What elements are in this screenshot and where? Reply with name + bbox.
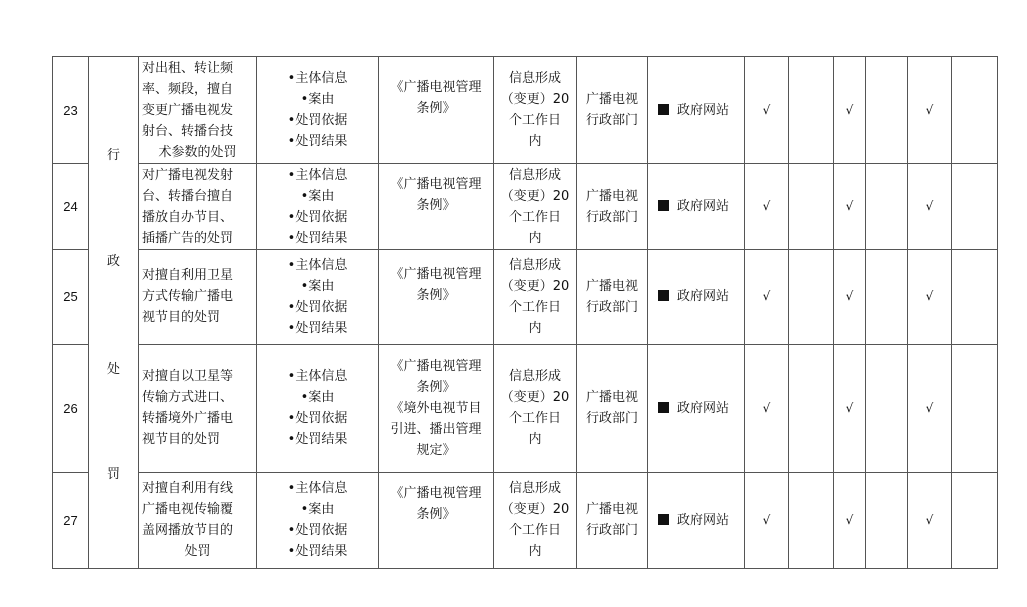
basis-cell: 《广播电视管理 条例》 《境外电视节目 引进、播出管理 规定》 — [379, 344, 494, 472]
time-cell: 信息形成 （变更）20 个工作日 内 — [494, 164, 577, 250]
check-cell — [789, 57, 834, 164]
check-cell: √ — [834, 472, 866, 568]
check-cell — [866, 164, 908, 250]
channel-cell: 政府网站 — [648, 57, 745, 164]
time-cell: 信息形成 （变更）20 个工作日 内 — [494, 57, 577, 164]
check-cell — [866, 344, 908, 472]
check-cell: √ — [745, 57, 789, 164]
row-number: 24 — [53, 164, 89, 250]
check-cell — [866, 472, 908, 568]
category-char: 罚 — [106, 467, 120, 482]
dept-cell: 广播电视 行政部门 — [577, 344, 648, 472]
check-cell: √ — [745, 472, 789, 568]
square-bullet-icon — [658, 402, 669, 413]
item-cell: 对广播电视发射 台、转播台擅自 播放自办节目、 插播广告的处罚 — [139, 164, 257, 250]
row-number: 26 — [53, 344, 89, 472]
info-cell: •主体信息 •案由 •处罚依据 •处罚结果 — [257, 250, 379, 344]
dept-cell: 广播电视 行政部门 — [577, 164, 648, 250]
dept-cell: 广播电视 行政部门 — [577, 472, 648, 568]
check-cell — [952, 472, 998, 568]
info-cell: •主体信息 •案由 •处罚依据 •处罚结果 — [257, 344, 379, 472]
check-cell — [789, 250, 834, 344]
basis-cell: 《广播电视管理 条例》 — [379, 472, 494, 568]
channel-cell: 政府网站 — [648, 250, 745, 344]
check-cell: √ — [908, 250, 952, 344]
table-row — [53, 344, 998, 472]
category-cell — [89, 57, 139, 569]
dept-cell: 广播电视 行政部门 — [577, 250, 648, 344]
check-cell: √ — [834, 57, 866, 164]
channel-cell: 政府网站 — [648, 164, 745, 250]
item-cell: 对出租、转让频 率、频段，擅自 变更广播电视发 射台、转播台技 术参数的处罚 — [139, 57, 257, 164]
check-cell — [952, 57, 998, 164]
basis-cell: 《广播电视管理 条例》 — [379, 164, 494, 250]
basis-cell: 《广播电视管理 条例》 — [379, 57, 494, 164]
check-cell — [952, 164, 998, 250]
table-row — [53, 57, 998, 164]
check-cell: √ — [908, 164, 952, 250]
dept-cell: 广播电视 行政部门 — [577, 57, 648, 164]
check-cell: √ — [834, 164, 866, 250]
check-cell: √ — [908, 472, 952, 568]
item-cell: 对擅自以卫星等 传输方式进口、 转播境外广播电 视节目的处罚 — [139, 344, 257, 472]
table-row — [53, 250, 998, 344]
check-cell: √ — [908, 57, 952, 164]
time-cell: 信息形成 （变更）20 个工作日 内 — [494, 250, 577, 344]
check-cell — [952, 344, 998, 472]
info-cell: •主体信息 •案由 •处罚依据 •处罚结果 — [257, 57, 379, 164]
item-cell: 对擅自利用卫星 方式传输广播电 视节目的处罚 — [139, 250, 257, 344]
info-cell: •主体信息 •案由 •处罚依据 •处罚结果 — [257, 472, 379, 568]
time-cell: 信息形成 （变更）20 个工作日 内 — [494, 472, 577, 568]
info-cell: •主体信息 •案由 •处罚依据 •处罚结果 — [257, 164, 379, 250]
check-cell — [866, 57, 908, 164]
square-bullet-icon — [658, 290, 669, 301]
channel-cell: 政府网站 — [648, 344, 745, 472]
category-char: 政 — [106, 254, 120, 269]
check-cell: √ — [834, 344, 866, 472]
row-number: 23 — [53, 57, 89, 164]
square-bullet-icon — [658, 104, 669, 115]
table-row — [53, 164, 998, 250]
square-bullet-icon — [658, 514, 669, 525]
check-cell: √ — [908, 344, 952, 472]
disclosure-table — [52, 56, 998, 569]
row-number: 25 — [53, 250, 89, 344]
item-cell: 对擅自利用有线 广播电视传输覆 盖网播放节目的 处罚 — [139, 472, 257, 568]
category-char: 处 — [106, 362, 120, 377]
check-cell — [789, 472, 834, 568]
table-row — [53, 472, 998, 568]
square-bullet-icon — [658, 200, 669, 211]
category-char: 行 — [106, 148, 120, 163]
check-cell: √ — [745, 344, 789, 472]
time-cell: 信息形成 （变更）20 个工作日 内 — [494, 344, 577, 472]
row-number: 27 — [53, 472, 89, 568]
basis-cell: 《广播电视管理 条例》 — [379, 250, 494, 344]
check-cell: √ — [745, 250, 789, 344]
check-cell: √ — [745, 164, 789, 250]
check-cell — [789, 164, 834, 250]
check-cell — [866, 250, 908, 344]
check-cell: √ — [834, 250, 866, 344]
check-cell — [789, 344, 834, 472]
check-cell — [952, 250, 998, 344]
channel-cell: 政府网站 — [648, 472, 745, 568]
